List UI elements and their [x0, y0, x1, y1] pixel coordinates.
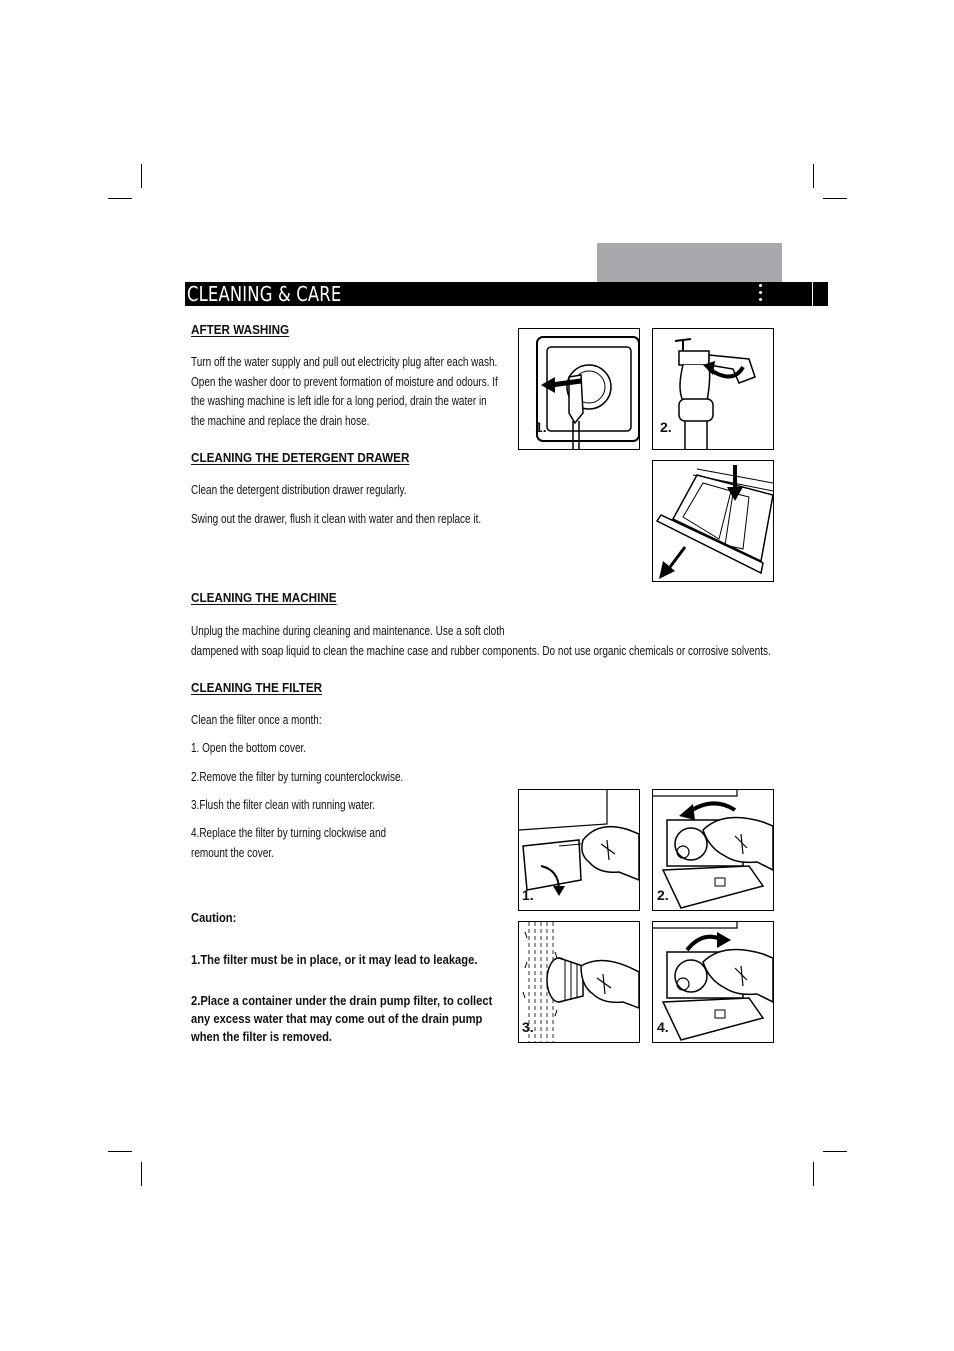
crop-mark: [813, 164, 814, 188]
text-line: dampened with soap liquid to clean the machine case and rubber components. Do not use organic chemicals or corrosive solvents.: [191, 643, 771, 658]
machine-heading: CLEANING THE MACHINE: [191, 590, 337, 605]
text-line: when the filter is removed.: [191, 1029, 333, 1044]
water-tap-figure: [652, 328, 774, 450]
crop-mark: [108, 198, 132, 199]
text-line: the machine and replace the drain hose.: [191, 413, 370, 428]
after-washing-text: [191, 353, 498, 431]
filter-step: 1. Open the bottom cover.: [191, 741, 307, 755]
replace-filter-figure: [652, 921, 774, 1043]
text-line: the washing machine is left idle for a long period, drain the water in: [191, 394, 487, 408]
caution-item-1: 1.The filter must be in place, or it may lead to leakage.: [191, 952, 478, 967]
filter-step: [191, 824, 386, 863]
figure-number: 4.: [657, 1019, 669, 1035]
figure-number: 3.: [522, 1019, 534, 1035]
crop-mark: [813, 1162, 814, 1186]
filter-step: 3.Flush the filter clean with running water.: [191, 798, 375, 812]
caution-item-2: [191, 992, 492, 1046]
open-cover-icon: [519, 790, 639, 910]
text-line: Unplug the machine during cleaning and maintenance. Use a soft cloth: [191, 624, 505, 638]
detergent-drawer-icon: [653, 461, 773, 581]
crop-mark: [823, 1151, 847, 1152]
crop-mark: [141, 164, 142, 188]
text-line: 2.Place a container under the drain pump filter, to collect: [191, 993, 493, 1008]
caution-title: Caution:: [191, 910, 237, 925]
crop-mark: [823, 198, 847, 199]
filter-heading: CLEANING THE FILTER: [191, 680, 323, 695]
replace-filter-icon: [653, 922, 773, 1042]
after-washing-heading: AFTER WASHING: [191, 322, 290, 337]
title-dots: [758, 283, 764, 305]
figure-number: 2.: [660, 419, 672, 435]
unplug-figure: [518, 328, 640, 450]
figure-number: 1.: [535, 419, 547, 435]
detergent-drawer-text-2: Swing out the drawer, flush it clean with water and then replace it.: [191, 512, 482, 526]
text-line: any excess water that may come out of the drain pump: [191, 1011, 483, 1026]
machine-text: [191, 622, 771, 661]
text-line: Open the washer door to prevent formation of moisture and odours. If: [191, 374, 498, 389]
remove-filter-icon: [653, 790, 773, 910]
page-title: CLEANING & CARE: [187, 282, 342, 306]
section-tab: [597, 243, 782, 282]
text-line: 4.Replace the filter by turning clockwise and: [191, 826, 387, 840]
detergent-drawer-figure: [652, 460, 774, 582]
text-line: Turn off the water supply and pull out electricity plug after each wash.: [191, 355, 498, 369]
detergent-drawer-heading: CLEANING THE DETERGENT DRAWER: [191, 450, 410, 465]
remove-filter-figure: [652, 789, 774, 911]
figure-number: 1.: [522, 887, 534, 903]
crop-mark: [141, 1162, 142, 1186]
flush-filter-icon: [519, 922, 639, 1042]
detergent-drawer-text-1: Clean the detergent distribution drawer regularly.: [191, 483, 407, 497]
text-line: remount the cover.: [191, 845, 274, 860]
filter-intro: Clean the filter once a month:: [191, 713, 322, 727]
open-cover-figure: [518, 789, 640, 911]
filter-step: 2.Remove the filter by turning counterclockwise.: [191, 770, 404, 784]
figure-number: 2.: [657, 887, 669, 903]
crop-mark: [108, 1151, 132, 1152]
title-divider: [812, 282, 813, 306]
flush-filter-figure: [518, 921, 640, 1043]
